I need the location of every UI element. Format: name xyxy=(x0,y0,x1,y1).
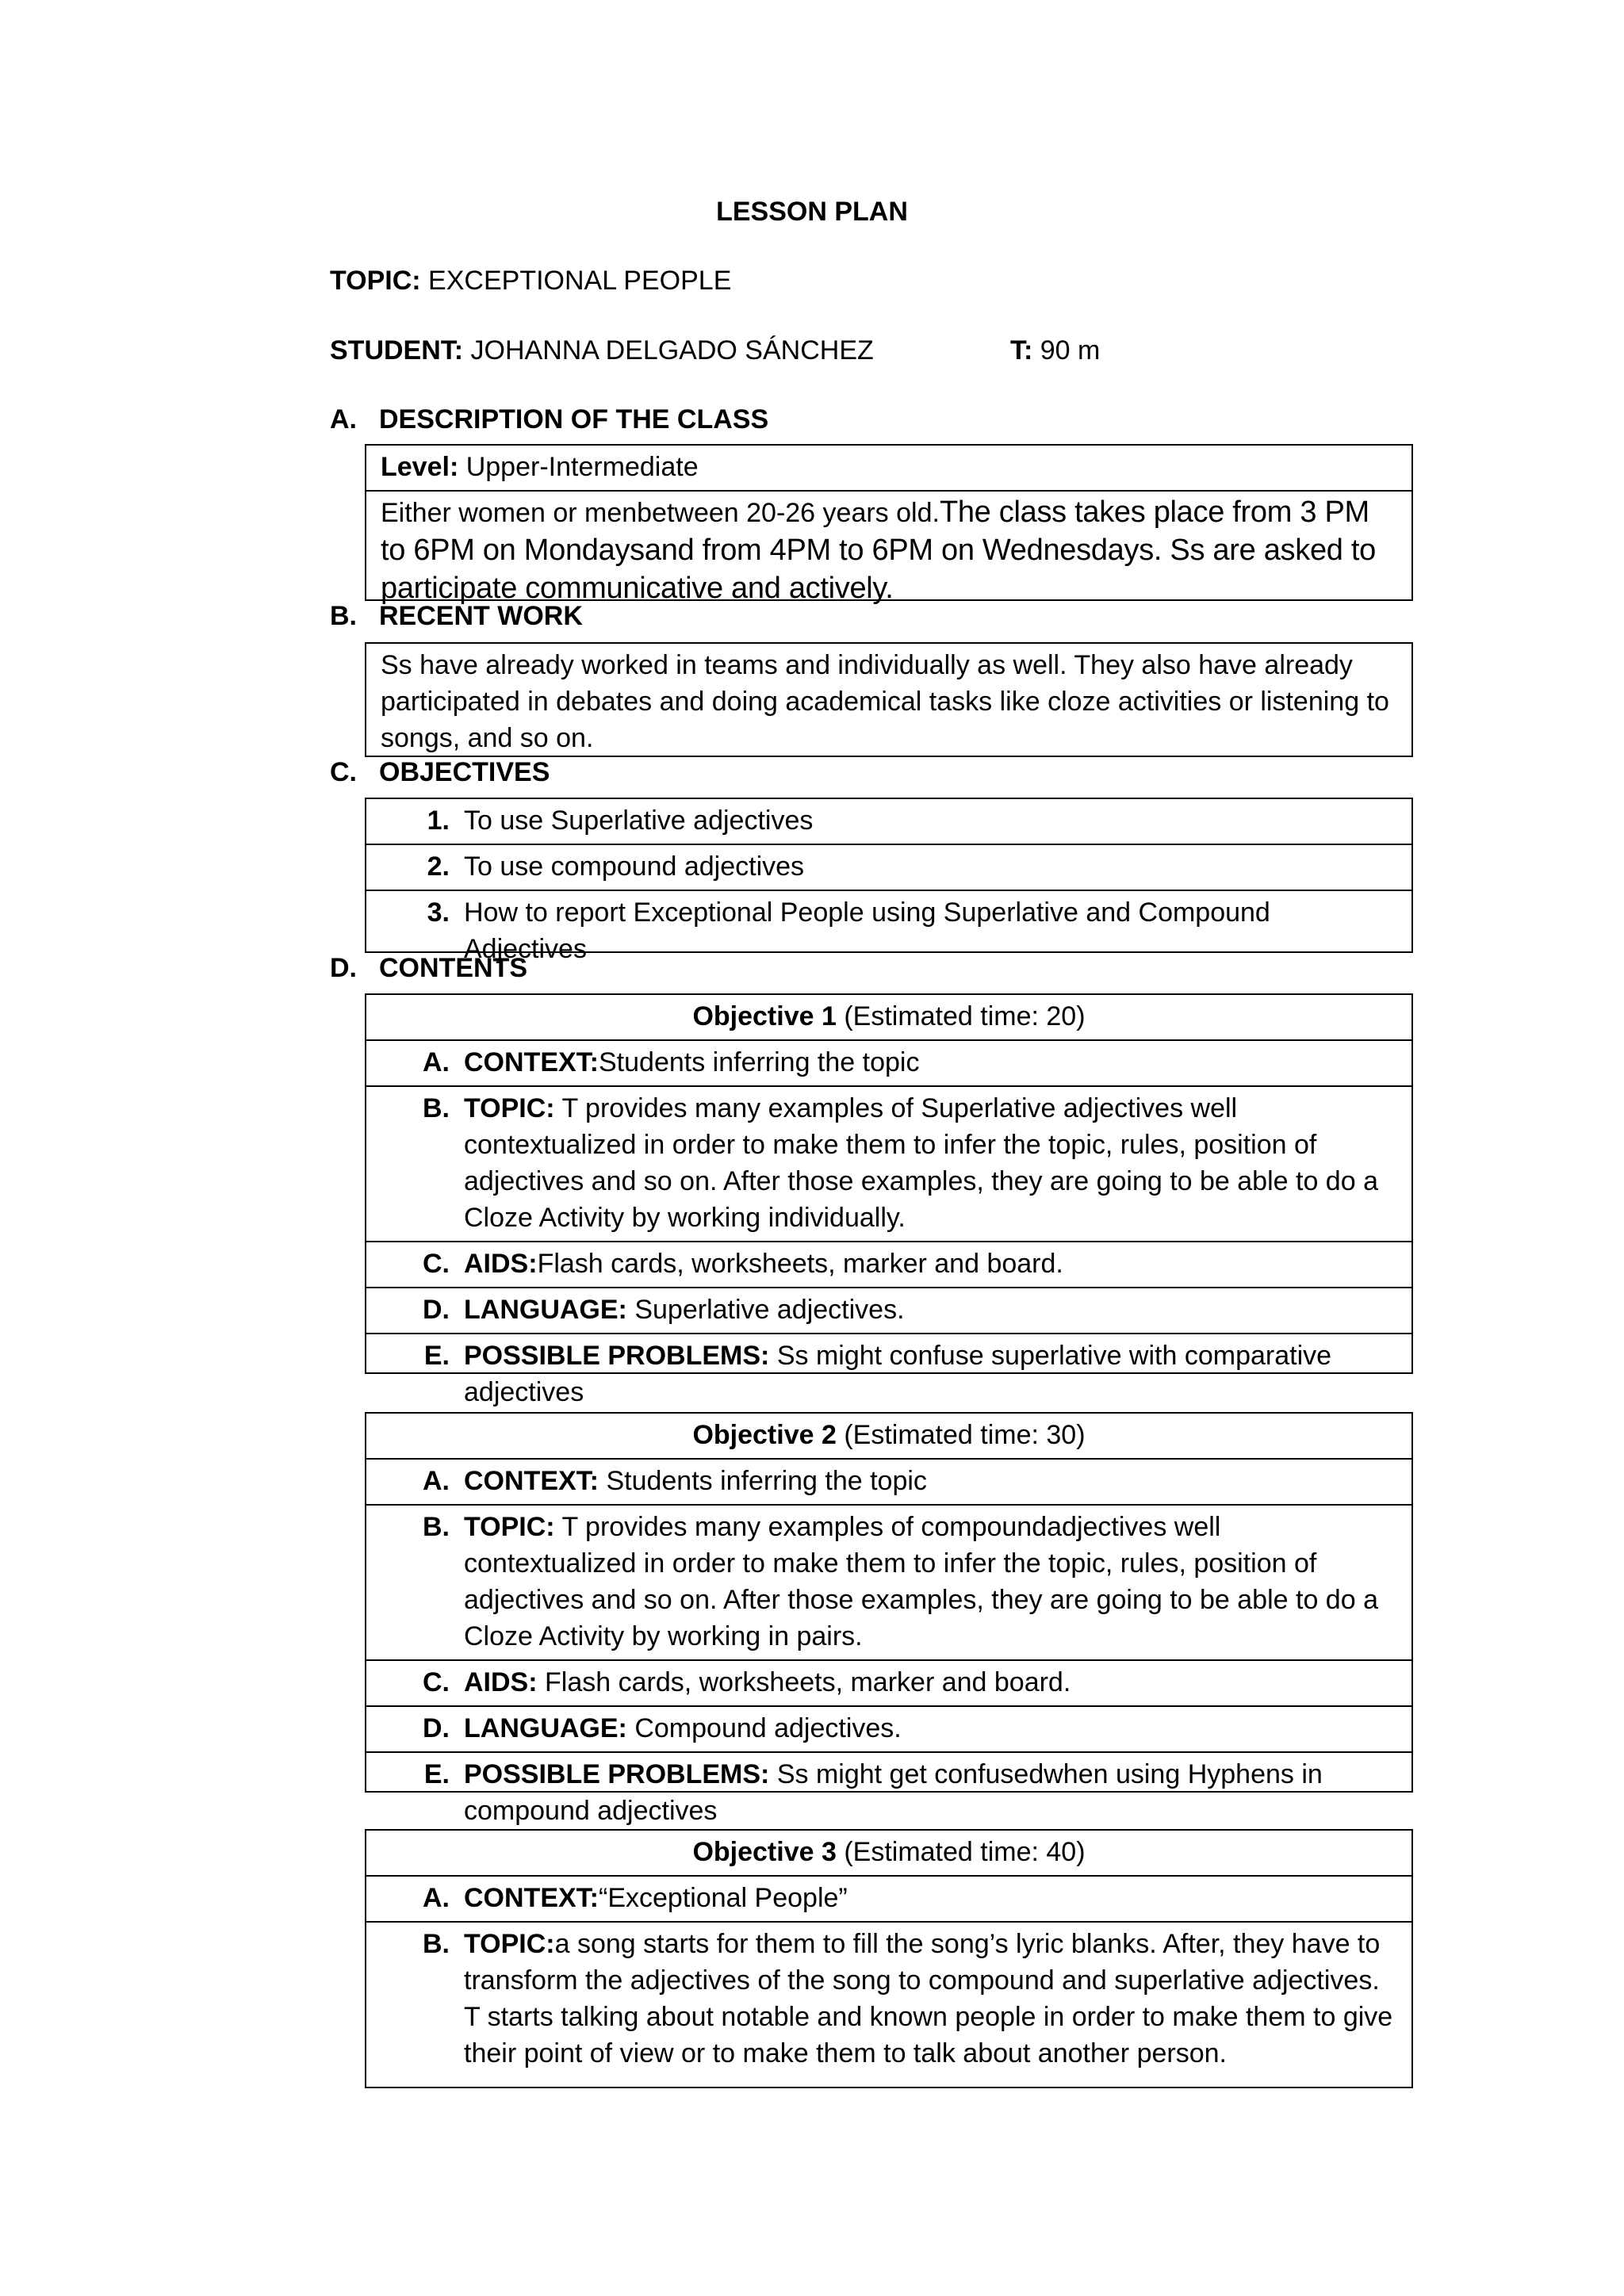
recent-work-text: Ss have already worked in teams and individually as well. They also have already participated in debates and doing academical tasks like cloze activities or listening to songs, and so on. xyxy=(381,650,1389,753)
row-label: POSSIBLE PROBLEMS: xyxy=(464,1759,770,1789)
row-text: Flash cards, worksheets, marker and board. xyxy=(537,1667,1071,1697)
row-label: TOPIC: xyxy=(464,1093,555,1123)
objective-title: Objective 3 xyxy=(692,1837,837,1867)
objective-1-header xyxy=(366,995,1411,1039)
topic-line xyxy=(330,266,731,297)
objective-text: To use Superlative adjectives xyxy=(464,806,814,836)
objective-title: Objective 1 xyxy=(692,1001,837,1031)
objective-number: 1. xyxy=(427,806,450,836)
section-d-heading xyxy=(330,953,527,984)
row-letter: D. xyxy=(423,1295,450,1325)
objective-number: 3. xyxy=(427,897,450,928)
section-b-letter: B. xyxy=(330,601,357,631)
objective-time: (Estimated time: 30) xyxy=(836,1420,1086,1450)
row-label: POSSIBLE PROBLEMS: xyxy=(464,1341,770,1371)
section-a-title: DESCRIPTION OF THE CLASS xyxy=(379,404,769,434)
topic-label: TOPIC: xyxy=(330,266,421,296)
content-row xyxy=(366,1241,1411,1287)
content-row xyxy=(366,1458,1411,1504)
row-text: a song starts for them to fill the song’s lyric blanks. After, they have to transform the adjectives of the song to compound and superlative adjectives. T starts talking about notable and known people in order to make them to give their point of view or to make them to talk about another person. xyxy=(464,1929,1393,2068)
row-text: Students inferring the topic xyxy=(599,1047,920,1077)
row-letter: A. xyxy=(423,1047,450,1077)
row-text: Ss might get confusedwhen using Hyphens in compound adjectives xyxy=(464,1759,1323,1826)
content-row xyxy=(366,1751,1411,1834)
time-label: T: xyxy=(1010,335,1033,365)
section-a-letter: A. xyxy=(330,404,357,434)
row-letter: E. xyxy=(423,1759,450,1789)
row-letter: E. xyxy=(423,1341,450,1371)
description-box xyxy=(365,444,1413,605)
row-label: LANGUAGE: xyxy=(464,1295,627,1325)
content-row xyxy=(366,1875,1411,1921)
content-row xyxy=(366,1085,1411,1241)
row-letter: A. xyxy=(423,1466,450,1496)
topic-value: EXCEPTIONAL PEOPLE xyxy=(420,266,732,296)
content-row xyxy=(366,1921,1411,2076)
row-label: AIDS: xyxy=(464,1249,538,1279)
description-text-part1: Either women or menbetween 20-26 years old. xyxy=(381,498,940,528)
section-d-letter: D. xyxy=(330,953,357,983)
objective-title: Objective 2 xyxy=(692,1420,837,1450)
page-title: LESSON PLAN xyxy=(716,197,908,227)
row-text: Ss might confuse superlative with comparative adjectives xyxy=(464,1341,1332,1407)
section-b-title: RECENT WORK xyxy=(379,601,583,631)
objective-2-header xyxy=(366,1414,1411,1458)
objective-3-header xyxy=(366,1831,1411,1875)
row-label: TOPIC: xyxy=(464,1929,555,1959)
row-letter: B. xyxy=(423,1512,450,1542)
section-c-letter: C. xyxy=(330,757,357,787)
level-row xyxy=(366,446,1411,490)
row-letter: B. xyxy=(423,1929,450,1959)
content-row xyxy=(366,1039,1411,1085)
section-c-title: OBJECTIVES xyxy=(379,757,550,787)
row-text: Flash cards, worksheets, marker and board. xyxy=(537,1249,1063,1279)
objective-1-table xyxy=(365,993,1413,1407)
level-value: Upper-Intermediate xyxy=(458,452,699,482)
objective-number: 2. xyxy=(427,851,450,882)
section-d-title: CONTENTS xyxy=(379,953,527,983)
section-a-heading xyxy=(330,404,768,435)
description-text xyxy=(366,490,1411,612)
content-row xyxy=(366,1333,1411,1415)
row-label: LANGUAGE: xyxy=(464,1713,627,1743)
description-text-part2: The class takes place from 3 PM to 6PM on Mondaysand from 4PM to 6PM on Wednesdays. Ss are asked to participate communicative and actively. xyxy=(381,496,1376,605)
section-b-heading xyxy=(330,601,583,632)
level-label: Level: xyxy=(381,452,459,482)
objective-time: (Estimated time: 20) xyxy=(836,1001,1086,1031)
objective-item xyxy=(366,799,1411,844)
objective-text: How to report Exceptional People using Superlative and Compound Adjectives xyxy=(464,897,1270,964)
row-text: Compound adjectives. xyxy=(626,1713,902,1743)
row-text: T provides many examples of compoundadjectives well contextualized in order to make them to infer the topic, rules, position of adjectives and so on. After those examples, they are going to be able to do a Cloze Activity by working in pairs. xyxy=(464,1512,1378,1651)
row-text: T provides many examples of Superlative adjectives well contextualized in order to make them to infer the topic, rules, position of adjectives and so on. After those examples, they are going to be able to do a Cloze Activity by working individually. xyxy=(464,1093,1378,1233)
objectives-box xyxy=(365,798,1413,964)
content-row xyxy=(366,1659,1411,1705)
objective-3-table xyxy=(365,1829,1413,2088)
objective-text: To use compound adjectives xyxy=(464,851,805,882)
time-value: 90 m xyxy=(1032,335,1101,365)
objective-2-table xyxy=(365,1412,1413,1826)
row-letter: D. xyxy=(423,1713,450,1743)
row-text: “Exceptional People” xyxy=(599,1883,848,1913)
row-label: CONTEXT: xyxy=(464,1466,599,1496)
row-label: AIDS: xyxy=(464,1667,538,1697)
row-letter: C. xyxy=(423,1667,450,1697)
time-field xyxy=(1010,335,1100,366)
objective-item xyxy=(366,844,1411,890)
student-value: JOHANNA DELGADO SÁNCHEZ xyxy=(463,335,874,365)
student-label: STUDENT: xyxy=(330,335,464,365)
content-row xyxy=(366,1504,1411,1659)
row-letter: C. xyxy=(423,1249,450,1279)
row-text: Superlative adjectives. xyxy=(626,1295,905,1325)
row-letter: A. xyxy=(423,1883,450,1913)
objective-time: (Estimated time: 40) xyxy=(836,1837,1086,1867)
row-text: Students inferring the topic xyxy=(599,1466,927,1496)
row-label: CONTEXT: xyxy=(464,1883,599,1913)
row-label: TOPIC: xyxy=(464,1512,555,1542)
section-c-heading xyxy=(330,757,550,788)
row-letter: B. xyxy=(423,1093,450,1123)
row-label: CONTEXT: xyxy=(464,1047,599,1077)
recent-work-box xyxy=(365,642,1413,757)
content-row xyxy=(366,1287,1411,1333)
content-row xyxy=(366,1705,1411,1751)
student-line xyxy=(330,335,1202,366)
